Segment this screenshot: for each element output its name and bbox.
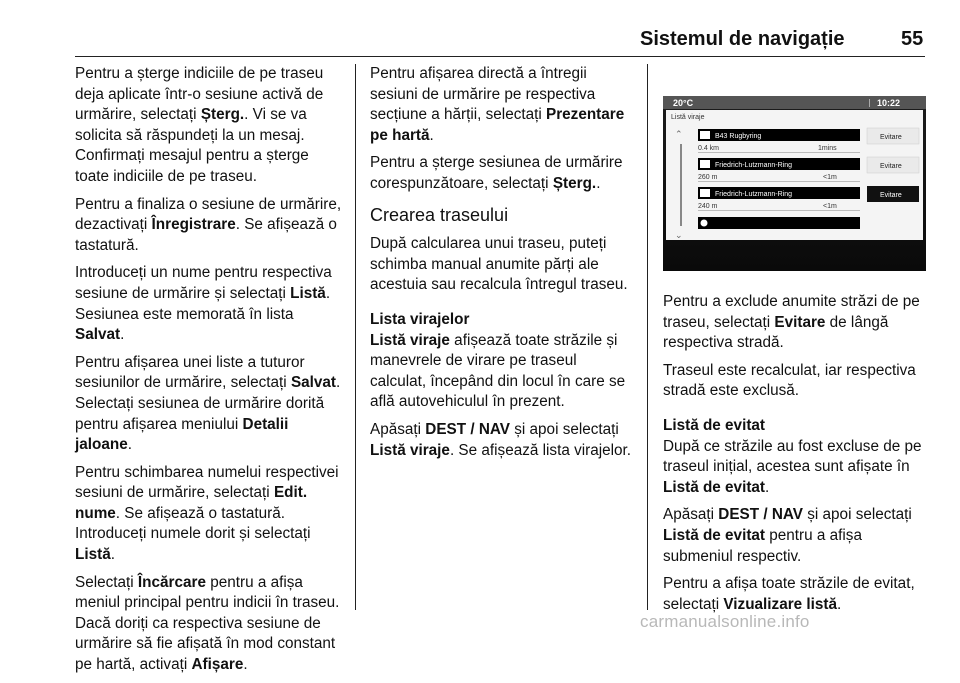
bold-term: Încărcare (137, 573, 206, 591)
text-run: pentru a afișa submeniul respectiv. (663, 526, 862, 565)
row-distance: 260 m (698, 174, 718, 181)
row-distance: 0.4 km (698, 145, 720, 152)
text-run: Pentru schimbarea numelui respectivei sesiuni de urmărire, selectați (75, 463, 339, 502)
paragraph (370, 331, 634, 413)
section-title: Crearea traseului (370, 204, 509, 225)
turn-straight-icon (700, 160, 710, 168)
text-run: Pentru a șterge sesiunea de urmărire corespunzătoare, selectați (370, 154, 623, 192)
page-number: 55 (901, 28, 924, 50)
bold-term: Listă (290, 284, 326, 302)
paragraph (370, 420, 634, 461)
text-run: . (110, 546, 115, 564)
text-run: . Se afișează lista virajelor. (449, 441, 632, 459)
text-run: . (127, 436, 132, 454)
paragraph (75, 263, 343, 345)
infotainment-screenshot (663, 64, 926, 276)
paragraph (75, 195, 343, 257)
bold-term: DEST / NAV (718, 506, 803, 524)
turn-arrow-icon (700, 131, 710, 139)
screen-list-title: Listă viraje (671, 114, 705, 121)
text-run: . (765, 478, 770, 496)
bold-term: Prezentare pe hartă (370, 106, 625, 144)
paragraph (75, 463, 343, 566)
screen-temperature: 20°C (673, 98, 694, 108)
row-street: Friedrich-Lutzmann-Ring (715, 191, 793, 198)
row-duration: <1m (823, 203, 837, 210)
bold-term: Șterg. (552, 174, 597, 192)
turn-right-icon (700, 189, 710, 197)
column-2-section (370, 234, 634, 296)
bold-term: Listă (75, 546, 111, 564)
paragraph (370, 64, 634, 146)
text-run: . Sesiunea este memorată în lista (75, 284, 331, 323)
bold-term: Listă viraje (370, 331, 450, 349)
column-divider-left (355, 64, 356, 610)
text-run: . (120, 326, 125, 344)
row-divider (698, 210, 860, 211)
text-run: pentru a afișa meniul principal pentru indicii în traseu. Dacă doriți ca respectiva sesiune de urmărire să fie afișată în mod constant pe hartă, activați (75, 573, 340, 674)
text-run: Introduceți un nume pentru respectiva sesiune de urmărire și selectați (75, 264, 332, 302)
row-street-bar-partial (698, 217, 860, 229)
bold-term: Edit. nume (75, 484, 308, 522)
row-divider (698, 181, 860, 182)
bold-term: Salvat (290, 374, 337, 392)
paragraph (75, 353, 343, 456)
text-run: . Vi se va solicita să răspundeți la un mesaj. Confirmați mesajul pentru a șterge toate indiciile de pe traseu. (75, 106, 309, 185)
text-run: afișează toate străzile și manevrele de virare pe traseul calculat, începând din locul în care se află autovehiculul în prezent. (370, 331, 626, 411)
header-rule (75, 56, 925, 57)
bold-term: Vizualizare listă (723, 595, 838, 613)
avoid-button-label: Evitare (880, 192, 902, 199)
paragraph (663, 361, 927, 402)
column-1 (75, 64, 343, 683)
avoid-button-label: Evitare (880, 163, 902, 170)
paragraph (663, 574, 927, 615)
page-header-title: Sistemul de navigație (640, 28, 845, 50)
watermark-footer: carmanualsonline.info (640, 612, 810, 631)
bold-term: Listă de evitat (663, 478, 766, 496)
paragraph (663, 292, 927, 354)
text-run: . (837, 595, 842, 613)
bold-term: Înregistrare (151, 216, 236, 234)
paragraph (370, 234, 634, 296)
subhead-lista-virajelor: Lista virajelor (370, 310, 470, 328)
text-run: și apoi selectați (510, 420, 619, 438)
text-run: . Se afișează o tastatură. (75, 216, 337, 254)
bold-term: Listă viraje (370, 441, 450, 459)
column-3-evitat (663, 437, 927, 616)
paragraph (663, 437, 927, 499)
text-run: Apăsați (663, 506, 719, 524)
bold-term: Salvat (75, 326, 121, 344)
text-run: . (596, 174, 601, 192)
text-run: . (429, 126, 434, 144)
text-run: Apăsați (370, 420, 426, 438)
text-run: Pentru a exclude anumite străzi de pe traseu, selectați (663, 293, 920, 331)
paragraph (663, 505, 927, 567)
text-run: După ce străzile au fost excluse de pe traseul inițial, acestea sunt afișate în (663, 437, 922, 476)
text-run: . Se afișează o tastatură. Introduceți numele dorit și selectați (75, 504, 311, 543)
bold-term: Detalii jaloane (75, 415, 289, 454)
paragraph (75, 64, 343, 188)
paragraph (75, 573, 343, 676)
row-street: B43 Rugbyring (715, 133, 762, 140)
bold-term: Șterg. (200, 106, 245, 124)
column-divider-right (647, 64, 648, 610)
text-run: Pentru a finaliza o sesiune de urmărire, dezactivați (75, 195, 342, 234)
avoid-button-label: Evitare (880, 134, 902, 141)
bold-term: DEST / NAV (425, 420, 510, 438)
destination-flag-icon (701, 220, 708, 227)
text-run: de lângă respectiva stradă. (663, 313, 889, 352)
bold-term: Listă de evitat (663, 526, 766, 544)
text-run: Pentru afișarea directă a întregii sesiuni de urmărire pe respectiva secțiune a hărții, selectați (370, 65, 596, 124)
turn-list-screen (663, 96, 926, 271)
column-3-intro (663, 292, 927, 402)
text-run: Traseul este recalculat, iar respectiva stradă este exclusă. (663, 361, 916, 400)
scroll-up-icon[interactable]: ⌃ (675, 130, 683, 140)
column-3 (663, 292, 927, 622)
column-2 (370, 64, 634, 468)
scroll-down-icon[interactable]: ⌄ (675, 231, 683, 241)
column-2-lista (370, 331, 634, 462)
scrollbar-track[interactable] (680, 144, 682, 226)
status-divider (869, 99, 870, 107)
row-distance: 240 m (698, 203, 718, 210)
row-street: Friedrich-Lutzmann-Ring (715, 162, 793, 169)
paragraph (370, 153, 634, 194)
text-run: Pentru afișarea unei liste a tuturor sesiunilor de urmărire, selectați (75, 353, 305, 392)
text-run: Pentru a șterge indiciile de pe traseu deja aplicate într-o sesiune activă de urmărire, selectați (75, 65, 324, 124)
text-run: . Selectați sesiunea de urmărire dorită pentru afișarea meniului (75, 374, 341, 433)
text-run: După calcularea unui traseu, puteți schimba manual anumite părți ale acestuia sau recalcula întregul traseu. (370, 235, 628, 294)
screen-time: 10:22 (877, 98, 901, 108)
row-duration: <1m (823, 174, 837, 181)
text-run: și apoi selectați (803, 506, 912, 524)
bold-term: Evitare (774, 313, 826, 331)
text-run: Selectați (75, 573, 138, 591)
bold-term: Afișare (191, 656, 244, 674)
subhead-lista-de-evitat: Listă de evitat (663, 416, 766, 434)
column-2-intro (370, 64, 634, 195)
row-divider (698, 152, 860, 153)
text-run: Pentru a afișa toate străzile de evitat, selectați (663, 575, 915, 613)
text-run: . (243, 656, 248, 674)
column-1-paragraphs (75, 64, 343, 676)
row-duration: 1mins (818, 145, 837, 152)
